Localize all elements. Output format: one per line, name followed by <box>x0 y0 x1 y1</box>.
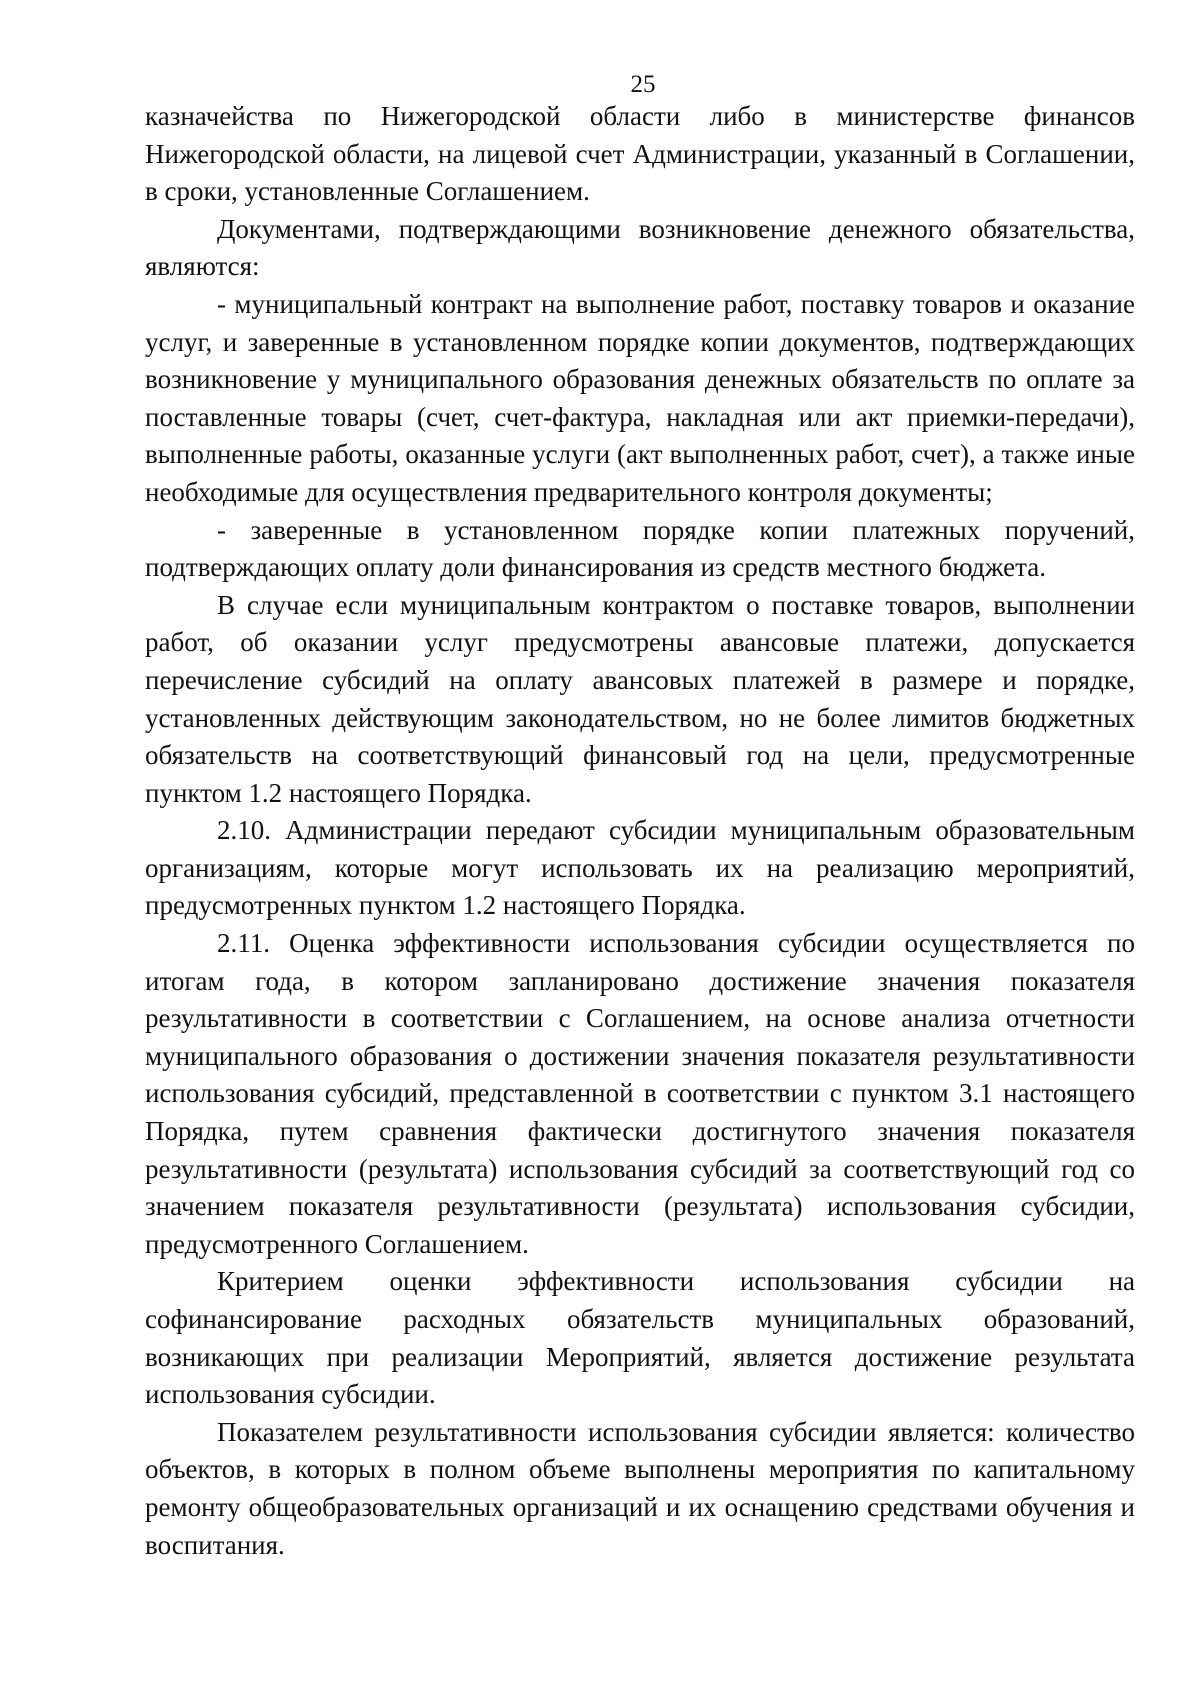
paragraph-payment-orders-item: - заверенные в установленном порядке копии платежных поручений, подтверждающих оплату доли финансирования из средств местного бюджета. <box>145 514 1135 583</box>
paragraph-advance-payments: В случае если муниципальным контрактом о поставке товаров, выполнении работ, об оказании услуг предусмотрены авансовые платежи, допускается перечисление субсидий на оплату авансовых платежей в размере и порядке, установленных действующим законодательством, но не более лимитов бюджетных обязательств на соответствующий финансовый год на цели, предусмотренные пунктом 1.2 настоящего Порядка. <box>145 589 1135 808</box>
page-number: 25 <box>630 71 656 98</box>
paragraph-clause-2-11: 2.11. Оценка эффективности использования субсидии осуществляется по итогам года, в котором запланировано достижение значения показателя результативности в соответствии с Соглашением, на основе анализа отчетности муниципального образования о достижении значения показателя результативности использования субсидий, представленной в соответствии с пунктом 3.1 настоящего Порядка, путем сравнения фактически достигнутого значения показателя результативности (результата) использования субсидий за соответствующий год со значением показателя результативности (результата) использования субсидии, предусмотренного Соглашением. <box>145 928 1135 1259</box>
paragraph-criterion: Критерием оценки эффективности использования субсидии на софинансирование расходных обязательств муниципальных образований, возникающих при реализации Мероприятий, является достижение результата использования субсидии. <box>145 1266 1135 1410</box>
paragraph-contract-item: - муниципальный контракт на выполнение работ, поставку товаров и оказание услуг, и заверенные в установленном порядке копии документов, подтверждающих возникновение у муниципального образования денежных обязательств по оплате за поставленные товары (счет, счет-фактура, накладная или акт приемки-передачи), выполненные работы, оказанные услуги (акт выполненных работ, счет), а также иные необходимые для осуществления предварительного контроля документы; <box>145 288 1135 507</box>
document-body <box>145 98 1135 1564</box>
paragraph-indicator: Показателем результативности использования субсидии является: количество объектов, в которых в полном объеме выполнены мероприятия по капитальному ремонту общеобразовательных организаций и их оснащению средствами обучения и воспитания. <box>145 1416 1135 1560</box>
paragraph-continuation: казначейства по Нижегородской области либо в министерстве финансов Нижегородской области, на лицевой счет Администрации, указанный в Соглашении, в сроки, установленные Соглашением. <box>145 101 1135 207</box>
paragraph-documents-intro: Документами, подтверждающими возникновение денежного обязательства, являются: <box>145 213 1135 282</box>
paragraph-clause-2-10: 2.10. Администрации передают субсидии муниципальным образовательным организациям, которые могут использовать их на реализацию мероприятий, предусмотренных пунктом 1.2 настоящего Порядка. <box>145 815 1135 921</box>
